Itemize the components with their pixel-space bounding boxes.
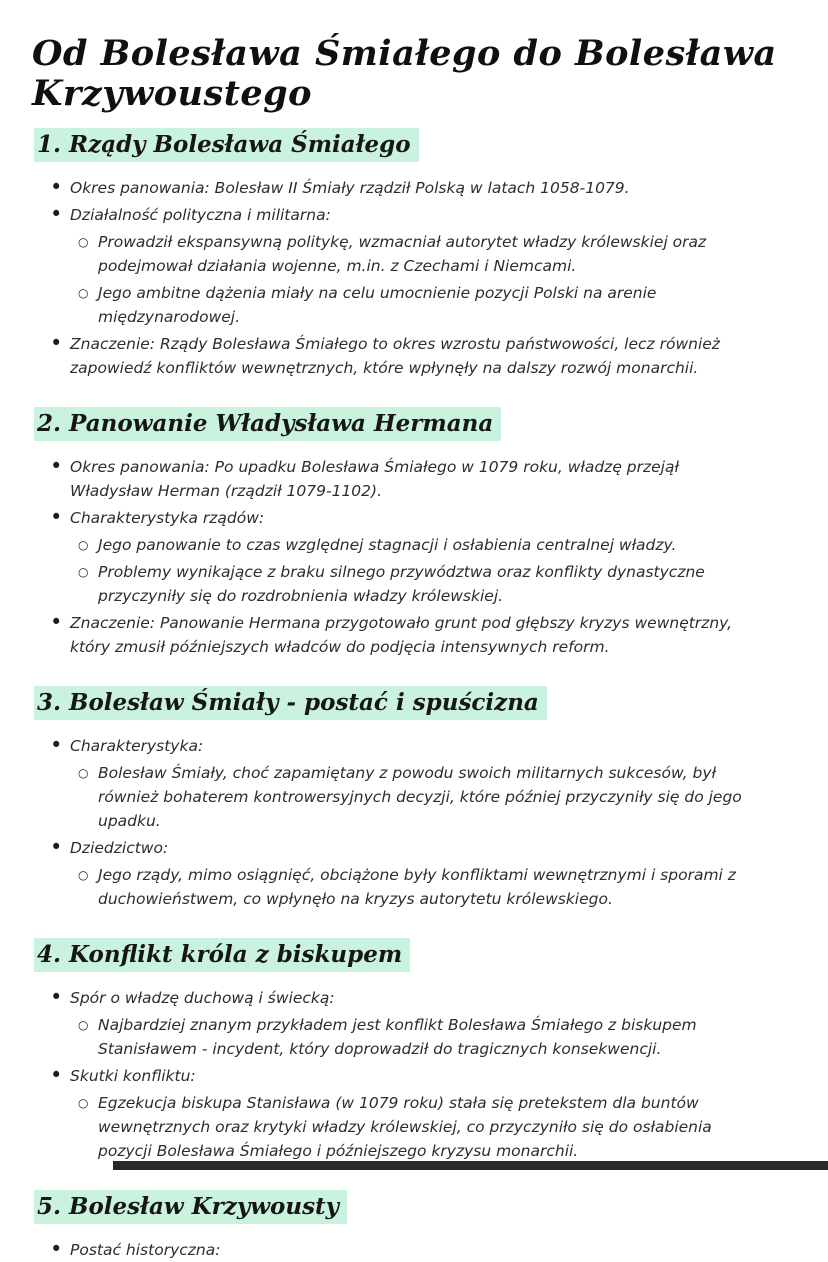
sub-bullet-item: ○ Bolesław Śmiały, choć zapamiętany z powodu swoich militarnych sukcesów, był również bohaterem kontrowersyjnych decyzji, które później przyczyniły się do jego upadku. <box>76 761 766 833</box>
section-heading <box>34 1193 792 1220</box>
section-heading-highlight: 4. Konflikt króla z biskupem <box>34 938 410 972</box>
section-heading <box>34 131 792 158</box>
bullet-list <box>48 176 792 380</box>
section-heading-highlight: 1. Rządy Bolesława Śmiałego <box>34 128 419 162</box>
sub-bullet-item: ○ Jego rządy, mimo osiągnięć, obciążone były konfliktami wewnętrznymi i sporami z duchowieństwem, co wpłynęło na kryzys autorytetu królewskiego. <box>76 863 766 911</box>
section <box>30 689 792 911</box>
section-heading <box>34 689 792 716</box>
page-title: Od Bolesława Śmiałego do Bolesława Krzywoustego <box>32 33 777 115</box>
sub-bullet-item: ○ Egzekucja biskupa Stanisława (w 1079 roku) stała się pretekstem dla buntów wewnętrznych oraz krytyki władzy królewskiej, co przyczyniło się do osłabienia pozycji Bolesława Śmiałego i późniejszego kryzysu monarchii. <box>76 1091 766 1163</box>
bullet-list <box>48 1238 792 1262</box>
bullet-item: • Okres panowania: Bolesław II Śmiały rządził Polską w latach 1058-1079. <box>48 176 764 200</box>
section-heading-highlight: 2. Panowanie Władysława Hermana <box>34 407 501 441</box>
bullet-item: • Znaczenie: Panowanie Hermana przygotowało grunt pod głębszy kryzys wewnętrzny, który zmusił późniejszych władców do podjęcia intensywnych reform. <box>48 611 764 659</box>
section <box>30 131 792 380</box>
bullet-item: • Znaczenie: Rządy Bolesława Śmiałego to okres wzrostu państwowości, lecz również zapowiedź konfliktów wewnętrznych, które wpłynęły na dalszy rozwój monarchii. <box>48 332 764 380</box>
sub-bullet-item: ○ Prowadził ekspansywną politykę, wzmacniał autorytet władzy królewskiej oraz podejmował działania wojenne, m.in. z Czechami i Niemcami. <box>76 230 766 278</box>
section-heading-highlight: 5. Bolesław Krzywousty <box>34 1190 347 1224</box>
bullet-list <box>48 986 792 1163</box>
bullet-item: • Działalność polityczna i militarna: <box>48 203 764 227</box>
sub-bullet-item: ○ Jego panowanie to czas względnej stagnacji i osłabienia centralnej władzy. <box>76 533 766 557</box>
section-heading <box>34 941 792 968</box>
bullet-item: • Dziedzictwo: <box>48 836 764 860</box>
bullet-item: • Charakterystyka rządów: <box>48 506 764 530</box>
bullet-list <box>48 734 792 911</box>
bullet-item: • Charakterystyka: <box>48 734 764 758</box>
sections-container <box>30 131 792 1262</box>
sub-bullet-item: ○ Problemy wynikające z braku silnego przywództwa oraz konflikty dynastyczne przyczyniły się do rozdrobnienia władzy królewskiej. <box>76 560 766 608</box>
bullet-list <box>48 455 792 659</box>
sub-bullet-item: ○ Najbardziej znanym przykładem jest konflikt Bolesława Śmiałego z biskupem Stanisławem - incydent, który doprowadził do tragicznych konsekwencji. <box>76 1013 766 1061</box>
section <box>30 941 792 1163</box>
section-heading-highlight: 3. Bolesław Śmiały - postać i spuścizna <box>34 686 547 720</box>
bullet-item: • Postać historyczna: <box>48 1238 764 1262</box>
sub-bullet-item: ○ Jego ambitne dążenia miały na celu umocnienie pozycji Polski na arenie międzynarodowej. <box>76 281 766 329</box>
next-page-edge <box>113 1161 828 1170</box>
section <box>30 410 792 659</box>
bullet-item: • Skutki konfliktu: <box>48 1064 764 1088</box>
bullet-item: • Spór o władzę duchową i świecką: <box>48 986 764 1010</box>
bullet-item: • Okres panowania: Po upadku Bolesława Śmiałego w 1079 roku, władzę przejął Władysław Herman (rządził 1079-1102). <box>48 455 764 503</box>
section <box>30 1193 792 1262</box>
section-heading <box>34 410 792 437</box>
